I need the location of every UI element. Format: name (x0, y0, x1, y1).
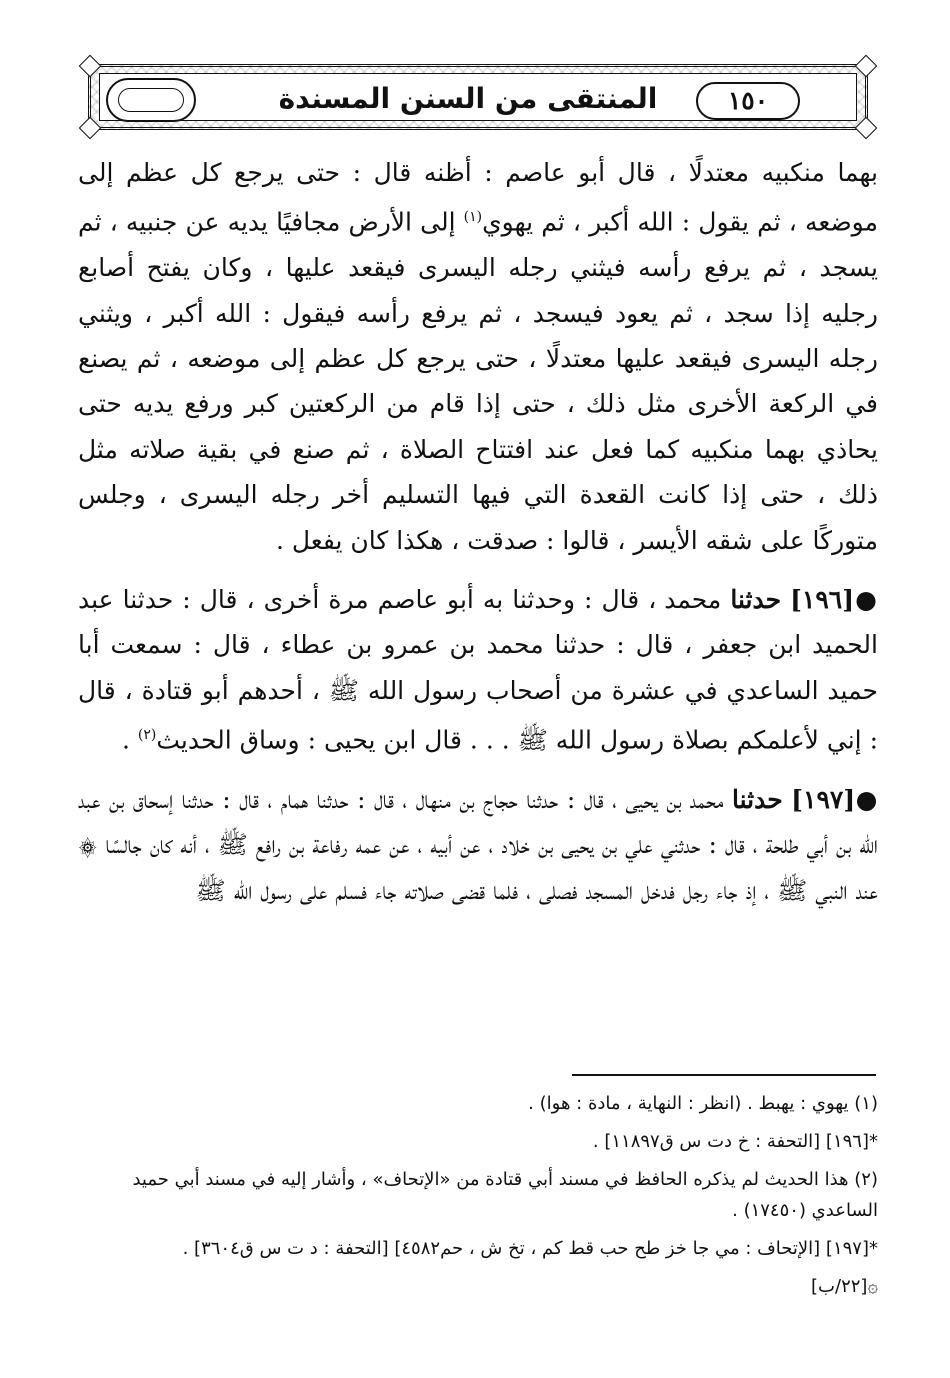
hadith-lead: حدثنا (731, 784, 783, 814)
footnote: ۞[٢٢/ب] (811, 1276, 878, 1297)
footnote: *[١٩٦] [التحفة : خ دت س ق١١٨٩٧] . (592, 1131, 878, 1152)
hadith-number: ●[١٩٦] (790, 584, 878, 614)
hadith-lead: حدثنا (730, 584, 782, 614)
hadith-number: ●[١٩٧] (791, 784, 879, 814)
publisher-emblem-icon (106, 78, 196, 122)
hadith-text: محمد بن يحيى ، قال : حدثنا حجاج بن منهال ، قال : حدثنا همام ، قال : حدثنا إسحاق بن عبد الله بن أبي طلحة ، قال : حدثني علي بن يحيى بن خلاد ، عن أبيه ، عن عمه رفاعة بن رافع ﷺ ، أنه كان جالسًا ۞ عند النبي ﷺ ، إذ جاء رجل فدخل المسجد فصلى ، فلما قضى صلاته جاء فسلم على رسول الله ﷺ (78, 784, 878, 905)
corner-ornament-icon (855, 117, 878, 140)
main-text (78, 150, 878, 913)
footnotes (78, 1088, 878, 1309)
hadith-tail: . (121, 725, 138, 755)
footnote: (١) يهوي : يهبط . (انظر : النهاية ، مادة : هوا) . (528, 1093, 878, 1114)
hadith-197 (78, 777, 878, 913)
footnote-divider (572, 1074, 876, 1076)
page-header (88, 64, 868, 130)
page-number: ١٥٠ (696, 82, 800, 120)
book-title: المنتقى من السنن المسندة (278, 82, 658, 115)
corner-ornament-icon (79, 117, 102, 140)
footnote-marker: (١) (463, 209, 483, 226)
paragraph-text: بهما منكبيه معتدلًا ، قال أبو عاصم : أظنه قال : حتى يرجع كل عظم إلى موضعه ، ثم يقول : الله أكبر ، ثم يهوي (78, 158, 878, 237)
hadith-196 (78, 577, 878, 763)
hadith-text: محمد ، قال : وحدثنا به أبو عاصم مرة أخرى ، قال : حدثنا عبد الحميد ابن جعفر ، قال : حدثنا محمد بن عمرو بن عطاء ، قال : سمعت أبا حميد الساعدي في عشرة من أصحاب رسول الله ﷺ ، أحدهم أبو قتادة ، قال : إني لأعلمكم بصلاة رسول الله ﷺ . . . قال ابن يحيى : وساق الحديث (78, 584, 878, 755)
footnote: (٢) هذا الحديث لم يذكره الحافظ في مسند أبي قتادة من «الإتحاف» ، وأشار إليه في مسند أبي حميد الساعدي (١٧٤٥٠) . (132, 1169, 878, 1221)
corner-ornament-icon (79, 55, 102, 78)
corner-ornament-icon (855, 55, 878, 78)
header-frame (99, 73, 857, 121)
footnote: *[١٩٧] [الإتحاف : مي جا خز طح حب قط كم ، تخ ش ، حم٤٥٨٢] [التحفة : د ت س ق٣٦٠٤] . (182, 1238, 878, 1259)
paragraph-text: إلى الأرض مجافيًا يديه عن جنبيه ، ثم يسجد ، ثم يرفع رأسه فيثني رجله اليسرى فيقعد عليها ، وكان يفتح أصابع رجليه إذا سجد ، ثم يعود فيسجد ، ثم يرفع رأسه فيقول : الله أكبر ، ويثني رجله اليسرى فيقعد عليها معتدلًا ، حتى يرجع كل عظم إلى موضعه ، ثم يصنع في الركعة الأخرى مثل ذلك ، حتى إذا قام من الركعتين كبر ورفع يديه حتى يحاذي بهما منكبيه كما فعل عند افتتاح الصلاة ، ثم صنع في بقية صلاته مثل ذلك ، حتى إذا كانت القعدة التي فيها التسليم أخر رجله اليسرى ، وجلس متوركًا على شقه الأيسر ، قالوا : صدقت ، هكذا كان يفعل . (78, 207, 878, 555)
body-paragraph (78, 150, 878, 563)
footnote-marker: (٢) (137, 727, 157, 744)
